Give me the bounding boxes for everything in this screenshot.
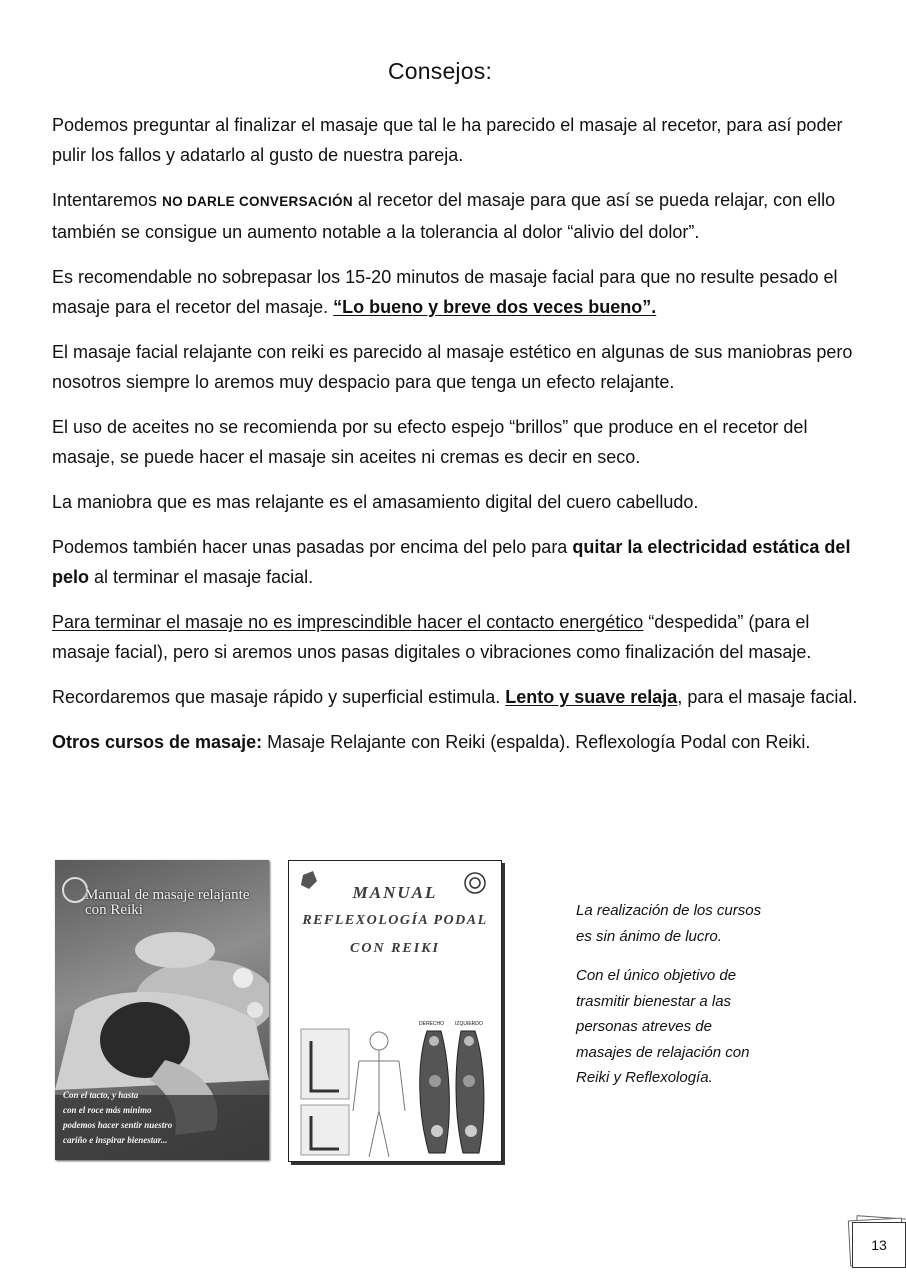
cover-title: Manual de masaje relajante con Reiki [85,887,250,918]
page-title: Consejos: [387,58,493,84]
paragraph-4: El masaje facial relajante con reiki es parecido al masaje estético en algunas de sus maniobras pero nosotros siempre lo aremos muy despacio para que tenga un efecto relajante. [52,342,853,392]
sidenote-paragraph-1 [576,898,796,949]
text-run: “despedida” (para el masaje facial), pero si aremos unos pasas digitales o vibraciones como finalización del masaje. [52,612,812,662]
text-run: , para el masaje facial. [677,687,858,707]
sidenote-line: La realización de los cursos [576,902,762,919]
paragraph-5: El uso de aceites no se recomienda por su efecto espejo “brillos” que produce en el recetor del masaje, se puede hacer el masaje sin aceites ni cremas es decir en seco. [52,417,808,467]
sidenote-line: es sin ánimo de lucro. [576,927,722,945]
cover-foot-reflexology [288,860,502,1162]
sidenote-line: Con el único objetivo de [576,967,737,984]
paragraph-3 [52,262,858,322]
sidenote [576,898,796,1105]
emphasis-bold: Otros cursos de masaje: [52,732,263,752]
cover-relaxing-massage [55,860,269,1160]
emphasis-quote: “Lo bueno y breve dos veces bueno”. [333,297,657,317]
emphasis-caps: NO DARLE CONVERSACIÓN [162,194,353,209]
text-run: al recetor del masaje para que así se pueda relajar, con ello también se consigue un aumento notable a la tolerancia al dolor “alivio del dolor”. [52,190,836,242]
emphasis-bold-underline: Lento y suave relaja [505,687,678,707]
emphasis-underline: Para terminar el masaje no es imprescindible hacer el contacto energético [52,612,644,632]
cover-tagline [63,1088,243,1148]
reflexology-illustration [289,861,501,1161]
sidenote-line: Reiki y Reflexología. [576,1069,713,1086]
text-run: Podemos también hacer unas pasadas por encima del pelo para [52,537,573,557]
paragraph-2 [52,185,858,247]
sidenote-paragraph-2 [576,963,796,1091]
tagline-line: cariño e inspirar bienestar... [63,1135,168,1145]
page-number-box [852,1222,906,1268]
cover-line-subtitle: CON REIKI [350,941,440,956]
text-run: al terminar el masaje facial. [89,567,314,587]
foot-label-left: IZQUIERDO [455,1021,483,1027]
emphasis-bold: quitar la electricidad estática del pelo [52,537,851,587]
paragraph-1: Podemos preguntar al finalizar el masaje que tal le ha parecido el masaje al recetor, para así poder pulir los fallos y adatarlo al gusto de nuestra pareja. [52,115,843,165]
text-run: Masaje Relajante con Reiki (espalda). Reflexología Podal con Reiki. [262,732,811,752]
paragraph-6: La maniobra que es mas relajante es el amasamiento digital del cuero cabelludo. [52,492,699,512]
paragraph-8 [52,607,858,667]
page-number: 13 [853,1223,905,1267]
sidenote-line: personas atreves de [576,1018,712,1035]
paragraph-9 [52,682,858,712]
sidenote-line: masajes de relajación con [576,1043,750,1061]
body-text [52,110,858,772]
text-run: Intentaremos [52,190,163,210]
paragraph-7 [52,532,858,592]
cover-line-manual: MANUAL [352,883,438,902]
trailing-dot: . [500,1148,504,1164]
cover-line-title: REFLEXOLOGÍA PODAL [302,913,488,928]
text-run: Recordaremos que masaje rápido y superficial estimula. [52,687,506,707]
paragraph-10 [52,727,858,757]
tagline-line: Con el tacto, y hasta [63,1090,139,1100]
tagline-line: con el roce más mínimo [63,1105,152,1115]
sidenote-line: trasmitir bienestar a las [576,992,732,1010]
text-run: Es recomendable no sobrepasar los 15-20 minutos de masaje facial para que no resulte pesado el masaje para el recetor del masaje. [52,267,838,317]
foot-label-right: DERECHO [419,1021,445,1027]
tagline-line: podemos hacer sentir nuestro [63,1120,173,1130]
